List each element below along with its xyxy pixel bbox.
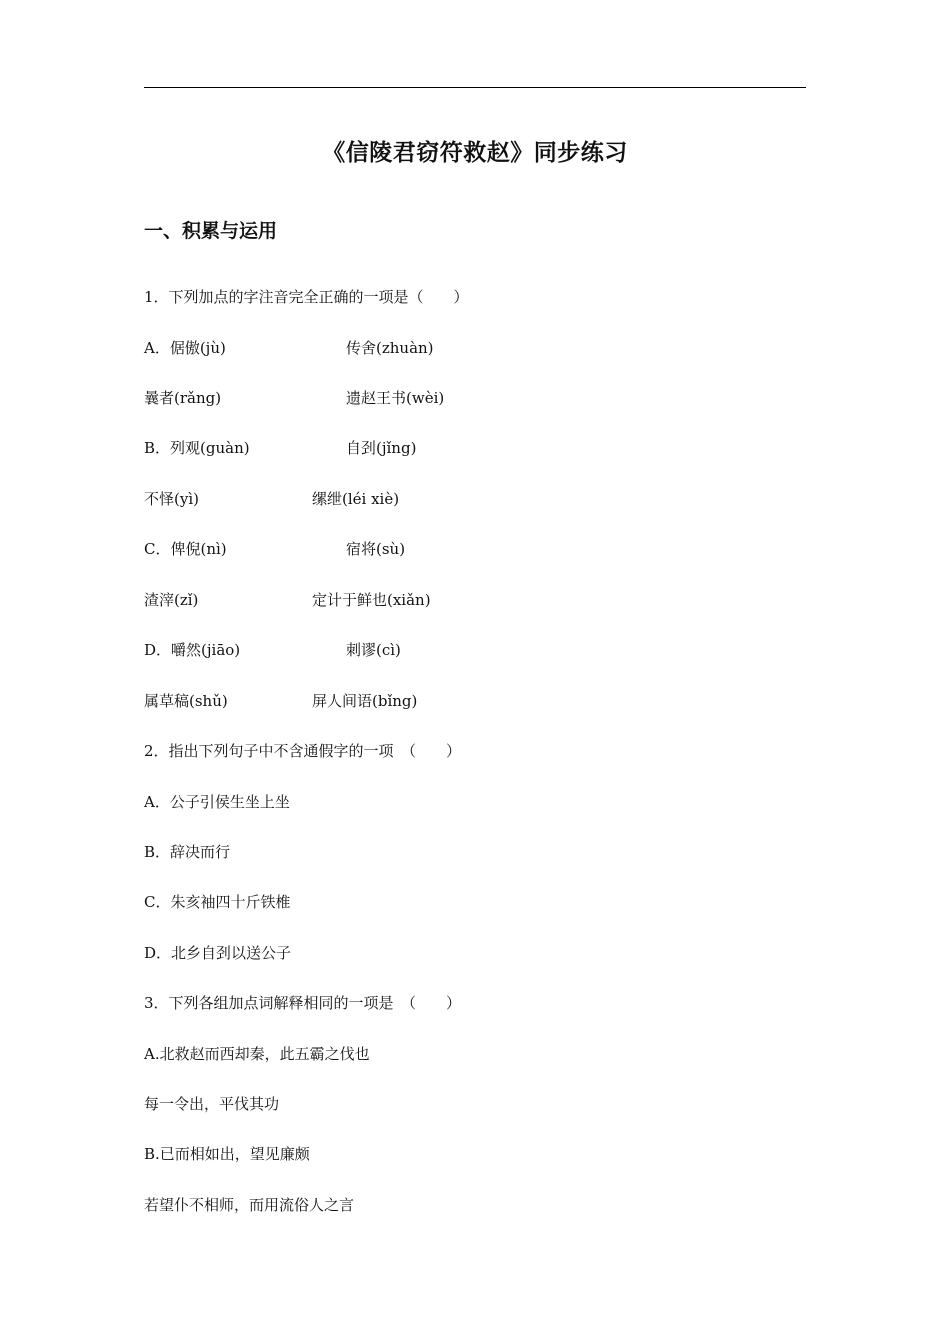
text-line [144, 387, 445, 409]
line-text: 2．指出下列句子中不含通假字的一项 （ ） [144, 742, 462, 760]
line-text: 1．下列加点的字注音完全正确的一项是（ ） [144, 288, 469, 306]
line-text: C．朱亥袖四十斤铁椎 [144, 893, 291, 911]
line-text: B．列观(guàn) [144, 439, 250, 457]
text-line [144, 891, 290, 913]
line-text: B．辞决而行 [144, 843, 231, 861]
text-line [144, 841, 230, 863]
text-line [144, 437, 417, 459]
line-text: 曩者(rǎng) [144, 389, 222, 407]
line-text: 每一令出，平伐其功 [144, 1095, 280, 1113]
text-line [144, 690, 418, 712]
line-text: C．俾倪(nì) [144, 540, 227, 558]
header-rule [144, 87, 806, 88]
line-text: 属草稿(shǔ) [144, 692, 228, 710]
line-text: 若望仆不相师，而用流俗人之言 [144, 1196, 355, 1214]
text-line [144, 337, 434, 359]
line-text: D．北乡自刭以送公子 [144, 944, 292, 962]
line-text: D．嚼然(jiāo) [144, 641, 241, 659]
text-line [144, 942, 291, 964]
section-heading: 一、积累与运用 [144, 220, 278, 242]
option-second-item: 传舍(zhuàn) [346, 339, 434, 357]
line-text: A.北救赵而西却秦，此五霸之伐也 [144, 1045, 370, 1063]
text-line [144, 286, 469, 308]
option-second-item: 屏人间语(bǐng) [312, 692, 418, 710]
option-second-item: 宿将(sù) [346, 540, 406, 558]
text-line [144, 1043, 370, 1065]
text-line [144, 639, 401, 661]
text-line [144, 488, 400, 510]
text-line [144, 740, 461, 762]
text-line [144, 1194, 354, 1216]
line-text: 3．下列各组加点词解释相同的一项是 （ ） [144, 994, 462, 1012]
option-second-item: 遗赵王书(wèi) [346, 389, 445, 407]
document-title: 《信陵君窃符救赵》同步练习 [322, 140, 628, 166]
text-line [144, 1143, 310, 1165]
line-text: 渣滓(zǐ) [144, 591, 199, 609]
line-text: A．公子引侯生坐上坐 [144, 793, 290, 811]
line-text: 不怿(yì) [144, 490, 199, 508]
option-second-item: 刺谬(cì) [346, 641, 401, 659]
option-second-item: 自刭(jǐng) [346, 439, 417, 457]
text-line [144, 992, 461, 1014]
option-second-item: 缧绁(léi xiè) [312, 490, 400, 508]
option-second-item: 定计于鲜也(xiǎn) [312, 591, 431, 609]
text-line [144, 589, 431, 611]
line-text: A．倨傲(jù) [144, 339, 226, 357]
text-line [144, 791, 290, 813]
text-line [144, 538, 406, 560]
text-line [144, 1093, 279, 1115]
line-text: B.已而相如出，望见廉颇 [144, 1145, 310, 1163]
